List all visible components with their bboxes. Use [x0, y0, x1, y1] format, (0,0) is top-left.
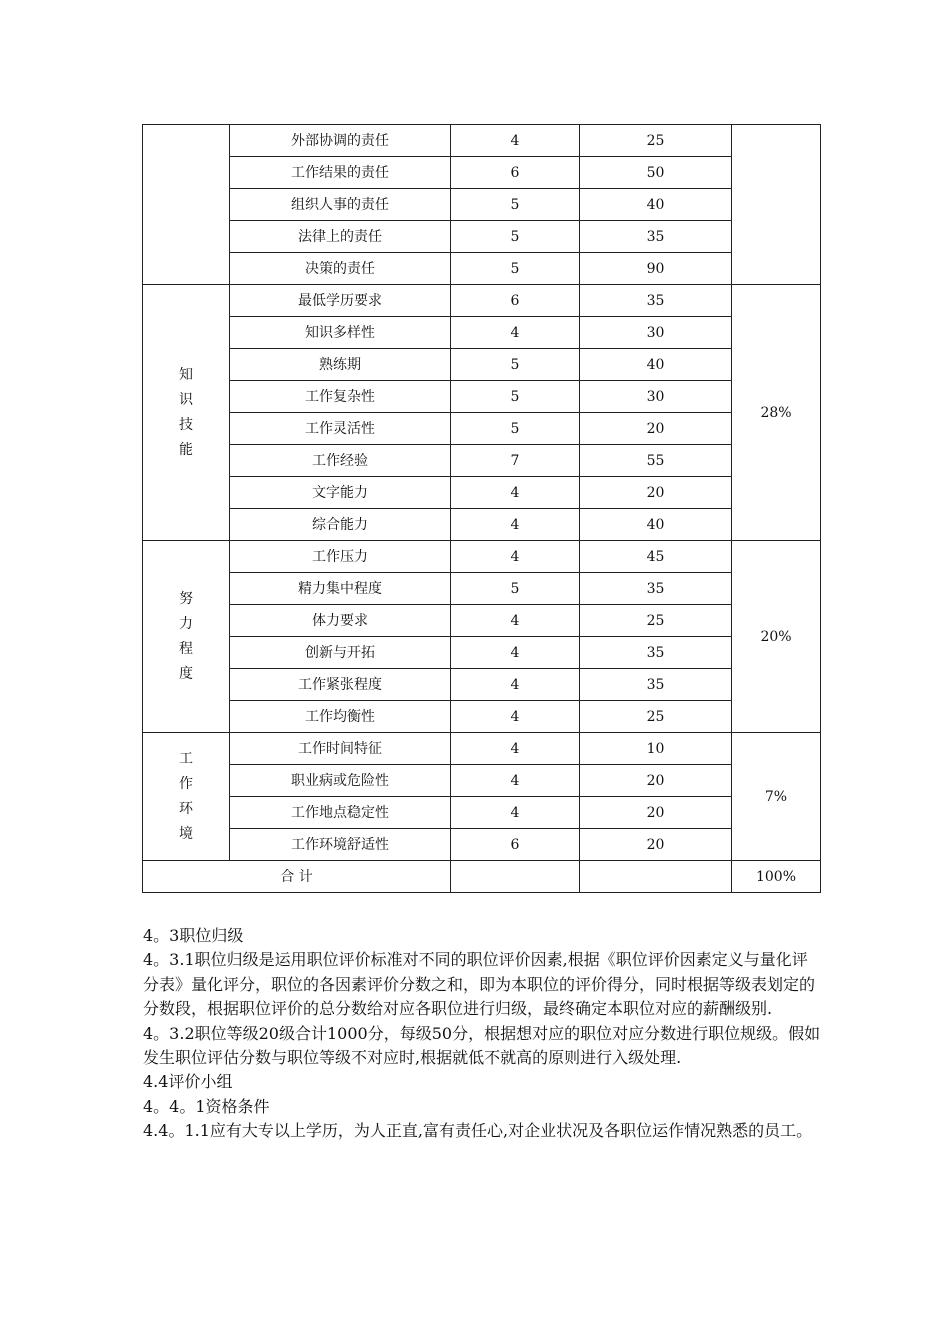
factor-name-cell: 组织人事的责任	[230, 189, 451, 221]
level-count-cell: 5	[451, 573, 580, 605]
level-count-cell: 4	[451, 509, 580, 541]
group-weight-cell: 7%	[732, 733, 821, 861]
table-row	[143, 733, 821, 765]
level-count-cell: 4	[451, 701, 580, 733]
level-count-cell: 4	[451, 477, 580, 509]
score-cell: 30	[580, 317, 732, 349]
level-count-cell: 5	[451, 189, 580, 221]
group-weight-cell: 28%	[732, 285, 821, 541]
body-text	[143, 924, 823, 1144]
table-row	[143, 477, 821, 509]
score-cell: 20	[580, 829, 732, 861]
level-count-cell: 5	[451, 413, 580, 445]
level-count-cell: 5	[451, 221, 580, 253]
paragraph-4-3-2: 4。3.2职位等级20级合计1000分，每级50分，根据想对应的职位对应分数进行职位规级。假如发生职位评估分数与职位等级不对应时,根据就低不就高的原则进行入级处理.	[143, 1023, 821, 1068]
level-count-cell: 6	[451, 285, 580, 317]
factor-name-cell: 工作压力	[230, 541, 451, 573]
group-name-cell	[143, 541, 230, 733]
level-count-cell: 4	[451, 669, 580, 701]
group-name-cell	[143, 285, 230, 541]
table-row	[143, 509, 821, 541]
level-count-cell: 4	[451, 541, 580, 573]
level-count-cell: 4	[451, 733, 580, 765]
score-cell: 25	[580, 701, 732, 733]
score-cell: 10	[580, 733, 732, 765]
table-row	[143, 445, 821, 477]
score-cell: 35	[580, 669, 732, 701]
level-count-cell: 4	[451, 637, 580, 669]
level-count-cell: 4	[451, 125, 580, 157]
group-name-vertical: 努 力 程 度	[179, 590, 193, 682]
table-row	[143, 253, 821, 285]
score-cell: 45	[580, 541, 732, 573]
factor-name-cell: 工作环境舒适性	[230, 829, 451, 861]
factor-name-cell: 工作灵活性	[230, 413, 451, 445]
group-name-cell	[143, 125, 230, 285]
factor-name-cell: 精力集中程度	[230, 573, 451, 605]
score-cell: 55	[580, 445, 732, 477]
factor-name-cell: 工作地点稳定性	[230, 797, 451, 829]
score-cell: 20	[580, 413, 732, 445]
group-weight-cell	[732, 125, 821, 285]
factor-name-cell: 创新与开拓	[230, 637, 451, 669]
table-row	[143, 157, 821, 189]
table-row	[143, 349, 821, 381]
score-cell: 40	[580, 509, 732, 541]
factor-name-cell: 工作结果的责任	[230, 157, 451, 189]
factor-name-cell: 知识多样性	[230, 317, 451, 349]
score-cell: 20	[580, 797, 732, 829]
table-row	[143, 541, 821, 573]
table-row	[143, 797, 821, 829]
group-name-cell	[143, 733, 230, 861]
factor-name-cell: 工作经验	[230, 445, 451, 477]
score-cell: 50	[580, 157, 732, 189]
score-cell: 35	[580, 637, 732, 669]
total-label-cell: 合 计	[143, 861, 451, 893]
table-body	[143, 125, 821, 893]
total-row	[143, 861, 821, 893]
total-level-cell	[451, 861, 580, 893]
factor-name-cell: 文字能力	[230, 477, 451, 509]
table-row	[143, 573, 821, 605]
score-cell: 35	[580, 221, 732, 253]
table-row	[143, 189, 821, 221]
paragraph-4-3-1: 4。3.1职位归级是运用职位评价标准对不同的职位评价因素,根据《职位评价因素定义与量化评分表》量化评分，职位的各因素评价分数之和，即为本职位的评价得分，同时根据等级表划定的分数段，根据职位评价的总分数给对应各职位进行归级，最终确定本职位对应的薪酬级别.	[143, 950, 816, 1019]
factor-name-cell: 最低学历要求	[230, 285, 451, 317]
factor-name-cell: 工作复杂性	[230, 381, 451, 413]
table-row	[143, 317, 821, 349]
group-weight-cell: 20%	[732, 541, 821, 733]
level-count-cell: 4	[451, 765, 580, 797]
score-cell: 40	[580, 349, 732, 381]
factor-name-cell: 工作紧张程度	[230, 669, 451, 701]
total-score-cell	[580, 861, 732, 893]
factor-name-cell: 体力要求	[230, 605, 451, 637]
table-row	[143, 637, 821, 669]
factor-name-cell: 工作时间特征	[230, 733, 451, 765]
group-name-vertical: 知 识 技 能	[179, 366, 193, 458]
table-row	[143, 701, 821, 733]
table-row	[143, 765, 821, 797]
factor-name-cell: 决策的责任	[230, 253, 451, 285]
score-cell: 20	[580, 765, 732, 797]
level-count-cell: 5	[451, 381, 580, 413]
table-row	[143, 605, 821, 637]
level-count-cell: 4	[451, 605, 580, 637]
group-name-vertical: 工 作 环 境	[179, 750, 193, 842]
score-cell: 40	[580, 189, 732, 221]
heading-4-4-1: 4。4。1资格条件	[143, 1096, 270, 1116]
table-row	[143, 381, 821, 413]
score-cell: 25	[580, 605, 732, 637]
table-row	[143, 669, 821, 701]
factor-name-cell: 工作均衡性	[230, 701, 451, 733]
table-row	[143, 221, 821, 253]
level-count-cell: 5	[451, 349, 580, 381]
factor-name-cell: 外部协调的责任	[230, 125, 451, 157]
table-row	[143, 829, 821, 861]
level-count-cell: 4	[451, 317, 580, 349]
table-row	[143, 413, 821, 445]
level-count-cell: 7	[451, 445, 580, 477]
total-weight-cell: 100%	[732, 861, 821, 893]
table-row	[143, 125, 821, 157]
factor-name-cell: 法律上的责任	[230, 221, 451, 253]
level-count-cell: 4	[451, 797, 580, 829]
factor-name-cell: 熟练期	[230, 349, 451, 381]
level-count-cell: 6	[451, 157, 580, 189]
level-count-cell: 5	[451, 253, 580, 285]
table-row	[143, 285, 821, 317]
factor-name-cell: 职业病或危险性	[230, 765, 451, 797]
heading-4-3: 4。3职位归级	[143, 926, 244, 945]
score-cell: 30	[580, 381, 732, 413]
factor-name-cell: 综合能力	[230, 509, 451, 541]
score-cell: 35	[580, 285, 732, 317]
score-cell: 35	[580, 573, 732, 605]
factor-evaluation-table	[142, 124, 821, 893]
heading-4-4: 4.4评价小组	[143, 1072, 233, 1092]
score-cell: 20	[580, 477, 732, 509]
score-cell: 25	[580, 125, 732, 157]
score-cell: 90	[580, 253, 732, 285]
level-count-cell: 6	[451, 829, 580, 861]
paragraph-4-4-1-1: 4.4。1.1应有大专以上学历，为人正直,富有责任心,对企业状况及各职位运作情况熟悉的员工。	[143, 1121, 813, 1141]
